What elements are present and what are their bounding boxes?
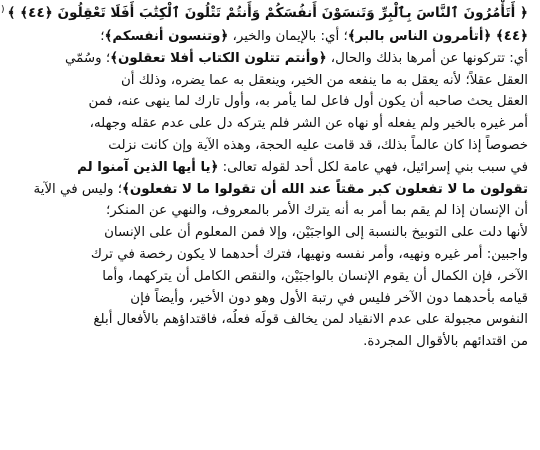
text-segment: ؛ أي: بالإيمان والخير، — [228, 29, 348, 44]
text-segment: قيامه بأحدهما دون الآخر فليس في رتبة الأول وهو دون الأخير، وأيضاً فإن — [130, 290, 528, 306]
text-line — [8, 91, 528, 113]
text-line — [8, 113, 528, 135]
text-line — [8, 266, 528, 288]
text-segment: ؛ — [100, 29, 105, 44]
text-line — [8, 331, 528, 353]
footnote-reference: ( — [0, 5, 5, 15]
text-segment: واجبين: أمر غيره ونهيه، وأمر نفسه ونهيها، فترك أحدهما لا يكون رخصة في ترك — [90, 246, 528, 262]
quoted-verse-segment: ﴿٤٤﴾ ﴿أتأمرون الناس بالبر﴾ — [347, 29, 528, 44]
text-segment: أي: تتركونها عن أمرها بذلك والحال، — [326, 50, 528, 66]
text-line — [8, 222, 528, 244]
text-segment: أن الإنسان إذا لم يقم بما أُمر به أنه يترك الأمر بالمعروف، والنهي عن المنكر؛ — [106, 203, 528, 219]
text-segment: الآخر، فإن الكمال أن يقوم الإنسان بالواجبَيْن، والنقص الكامل أن يتركهما، وأما — [102, 268, 528, 284]
text-line — [8, 288, 528, 310]
text-line — [8, 26, 528, 48]
text-segment: من اقتدائهم بالأقوال المجردة. — [363, 334, 528, 350]
text-segment: النفوس مجبولة على عدم الانقياد لمن يخالف قولَه فعلُه، فاقتداؤهم بالأفعال أبلغ — [93, 312, 528, 328]
text-segment: العقل عقلاً؛ لأنه يعقل به ما ينفعه من الخير، وينعقل به عما يضره، وذلك أن — [120, 72, 528, 88]
text-line — [8, 309, 528, 331]
text-segment: في سبب بني إسرائيل، فهي عامة لكل أحد لقوله تعالى: — [218, 159, 528, 175]
text-segment: لأنها دلت على التوبيخ بالنسبة إلى الواجبَيْن، وإلا فمن المعلوم أن على الإنسان — [104, 225, 528, 241]
text-line — [8, 70, 528, 92]
quoted-verse-segment: ﴿وتنسون أنفسكم﴾ — [104, 29, 229, 44]
text-line — [8, 135, 528, 157]
text-segment: خصوصاً إذا كان عالماً بذلك، قد قامت عليه الحجة، وهذه الآية وإن كانت نزلت — [108, 137, 528, 153]
quoted-verse-segment: ﴿وأنتم تتلون الكتاب أفلا تعقلون﴾ — [110, 50, 327, 66]
text-line — [8, 244, 528, 266]
text-line — [8, 48, 528, 70]
text-segment: العقل يحث صاحبه أن يكون أول فاعل لما يأمر به، وأول تارك لما ينهى عنه، فمن — [88, 94, 528, 110]
text-segment: ؛ وسُمّي — [65, 50, 111, 66]
text-segment: ؛ وليس في الآية — [33, 181, 123, 197]
text-line — [8, 179, 528, 201]
text-line — [8, 200, 528, 222]
text-segment: أمر غيره بالخير ولم يفعله أو نهاه عن الشر فلم يتركه دل على عدم عقله وجهله، — [89, 116, 528, 132]
verse-text: ﴿ أَتَأْمُرُونَ ٱلنَّاسَ بِٱلْبِرِّ وَتَنسَوْنَ أَنفُسَكُمْ وَأَنتُمْ تَتْلُونَ ٱلْكِتَٰبَ أَفَلَا تَعْقِلُونَ ﴿٤٤﴾ ﴾ — [7, 5, 528, 21]
text-line — [8, 157, 528, 179]
tafsir-body — [8, 26, 528, 353]
quranic-verse-header — [0, 4, 528, 23]
quoted-verse-segment: تقولون ما لا تفعلون كبر مقتاً عند الله أن تقولوا ما لا تفعلون﴾ — [122, 181, 528, 197]
quoted-verse-segment: ﴿يا أيها الذين آمنوا لم — [77, 159, 219, 175]
